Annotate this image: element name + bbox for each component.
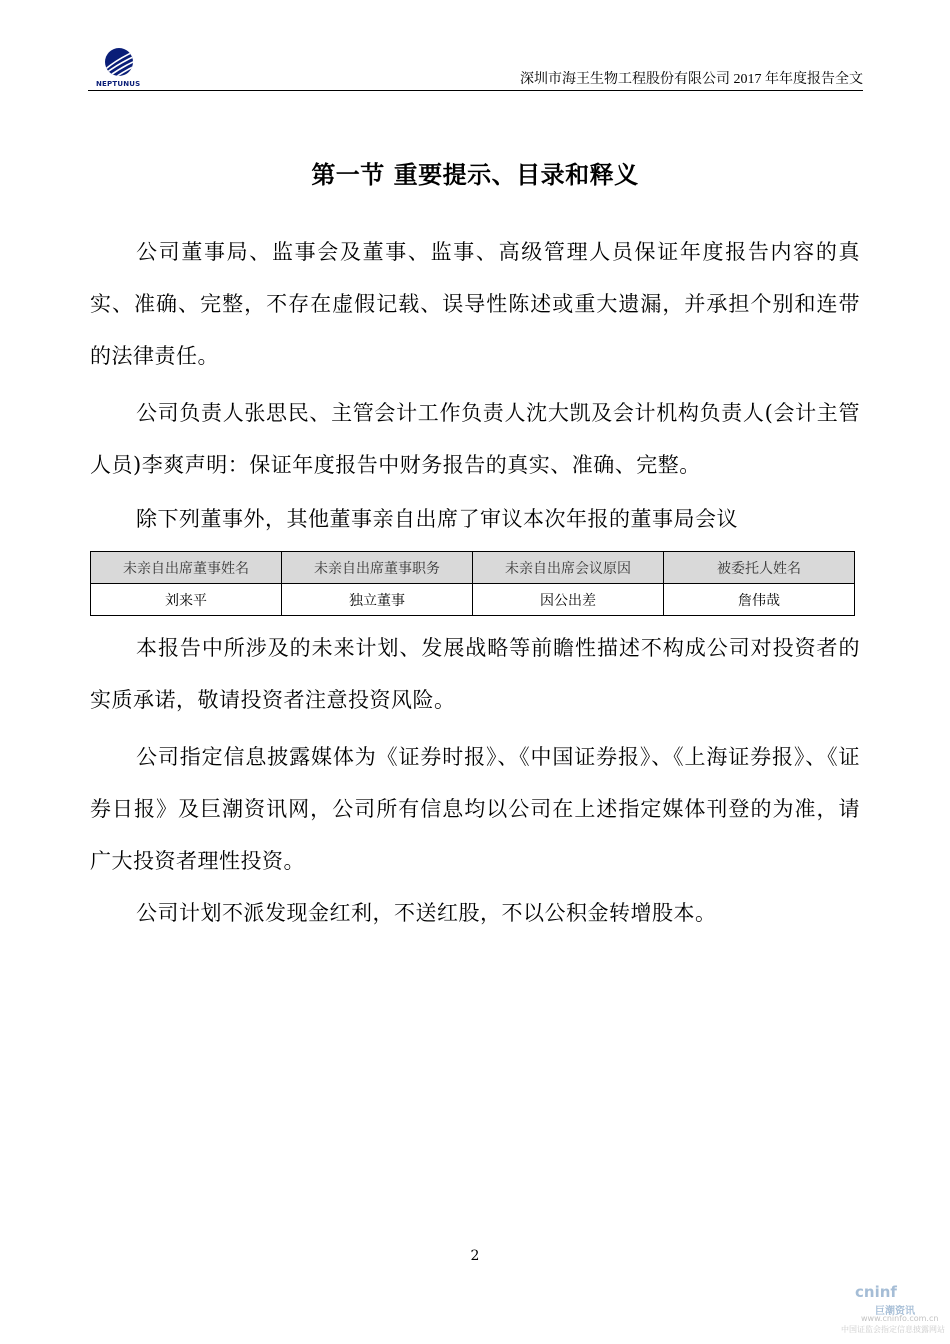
table-cell: 詹伟哉 <box>664 584 855 616</box>
table-header-cell: 未亲自出席会议原因 <box>473 552 664 584</box>
logo-wordmark: NEPTUNUS <box>96 80 141 88</box>
table-header-cell: 未亲自出席董事职务 <box>282 552 473 584</box>
page-number: 2 <box>470 1248 480 1264</box>
table-header-row <box>91 552 855 584</box>
watermark-subtitle: 中国证监会指定信息披露网站 <box>841 1325 945 1334</box>
paragraph-dividend-plan: 公司计划不派发现金红利，不送红股，不以公积金转增股本。 <box>136 901 717 925</box>
absent-directors-table <box>90 551 855 616</box>
watermark-cn-name: 巨潮资讯 <box>875 1306 915 1317</box>
neptunus-logo <box>96 46 144 86</box>
paragraph-financial-statement: 公司负责人张思民、主管会计工作负责人沈大凯及会计机构负责人(会计主管人员)李爽声明：保证年度报告中财务报告的真实、准确、完整。 <box>90 401 860 477</box>
section-title: 第一节 重要提示、目录和释义 <box>311 160 639 189</box>
table-header-cell: 被委托人姓名 <box>664 552 855 584</box>
paragraph-directors-intro: 除下列董事外，其他董事亲自出席了审议本次年报的董事局会议 <box>136 507 738 531</box>
table-cell: 刘来平 <box>91 584 282 616</box>
paragraph-responsibility: 公司董事局、监事会及董事、监事、高级管理人员保证年度报告内容的真实、准确、完整，不存在虚假记载、误导性陈述或重大遗漏，并承担个别和连带的法律责任。 <box>90 240 860 368</box>
paragraph-forward-looking: 本报告中所涉及的未来计划、发展战略等前瞻性描述不构成公司对投资者的实质承诺，敬请投资者注意投资风险。 <box>90 636 860 712</box>
table-cell: 独立董事 <box>282 584 473 616</box>
table-cell: 因公出差 <box>473 584 664 616</box>
cninfo-watermark <box>835 1283 947 1343</box>
paragraph-media-disclosure: 公司指定信息披露媒体为《证券时报》、《中国证券报》、《上海证券报》、《证券日报》及巨潮资讯网，公司所有信息均以公司在上述指定媒体刊登的为准，请广大投资者理性投资。 <box>90 745 860 873</box>
watermark-url: www.cninfo.com.cn <box>861 1314 939 1323</box>
report-header-title: 深圳市海王生物工程股份有限公司 2017 年年度报告全文 <box>520 72 863 87</box>
watermark-logo: cninf <box>855 1283 897 1301</box>
table-row <box>91 584 855 616</box>
page-header <box>88 40 863 91</box>
table-header-cell: 未亲自出席董事姓名 <box>91 552 282 584</box>
